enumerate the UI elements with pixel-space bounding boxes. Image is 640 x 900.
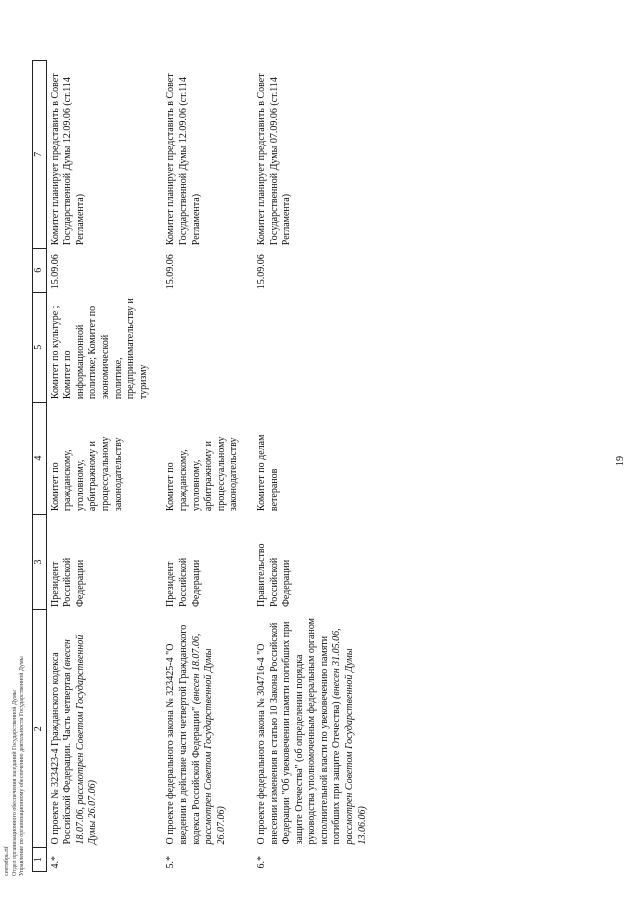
- remark: Комитет планирует представить в Совет Государственной Думы 07.09.06 (ст.114 Регламента): [255, 73, 293, 246]
- responsible-committee: Комитет по делам ветеранов: [255, 434, 280, 512]
- bill-note: (внесен 31.05.06, рассмотрен Советом Государственной Думы 13.06.06): [331, 628, 368, 845]
- row-number: 6.*: [255, 856, 267, 869]
- bill-title-text: О проекте федерального закона № 323425-4 "О введении в действие части четвертой Гражданского кодекса Российской Федерации": [165, 624, 202, 845]
- footer-department: Отдел организационного обеспечения заседаний Государственной Думы: [11, 690, 18, 876]
- footer-filename: сентябрь.rtf: [4, 846, 10, 876]
- col-header-4: 4: [33, 402, 47, 514]
- initiator: Президент Российской Федерации: [165, 557, 202, 607]
- footer: [4, 656, 27, 876]
- table-row: [162, 61, 253, 872]
- bill-title: [253, 610, 381, 848]
- co-executors: [253, 292, 381, 402]
- co-executors: Комитет по культуре ; Комитет по информационной политике; Комитет по экономической политике, предпринимательству и туризму: [49, 298, 149, 400]
- col-header-2: 2: [33, 610, 47, 848]
- remark: Комитет планирует представить в Совет Государственной Думы 12.09.06 (ст.114 Регламента): [49, 73, 86, 246]
- col-header-7: 7: [33, 61, 47, 249]
- deadline-date: 15.09.06: [255, 254, 267, 290]
- initiator: Правительство Российской Федерации: [255, 543, 293, 607]
- bill-title-text: О проекте федерального закона № 304716-4 "О внесении изменения в статью 10 Закона Российской Федерации "Об увековечении памяти погибших при защите Отечества" (об определении порядка руководства уполномоченным федеральным органом исполнительной власти по увековечению памяти погибших при защите Отечества): [255, 618, 343, 845]
- deadline-date: 15.09.06: [165, 254, 177, 290]
- bill-title-text: О проекте № 323423-4 Гражданского кодекса Российской Федерации. Часть четвертая: [49, 652, 74, 845]
- page-number: 19: [615, 456, 626, 466]
- responsible-committee: Комитет по гражданскому, уголовному, арбитражному и процессуальному законодательству: [49, 436, 124, 512]
- bill-note: (внесен 18.07.06, рассмотрен Советом Государственной Думы 26.07.06): [190, 633, 227, 845]
- co-executors: [162, 292, 253, 402]
- initiator: Президент Российской Федерации: [49, 557, 86, 607]
- footer-directorate: Управление по организационному обеспечению деятельности Государственной Думы: [19, 656, 25, 876]
- remark: Комитет планирует представить в Совет Государственной Думы 12.09.06 (ст.114 Регламента): [165, 73, 202, 246]
- bill-title: [46, 610, 162, 848]
- col-header-6: 6: [33, 248, 47, 292]
- col-header-5: 5: [33, 292, 47, 402]
- row-number: 4.*: [49, 856, 61, 869]
- bill-title: [162, 610, 253, 848]
- bill-note: (внесен 18.07.06, рассмотрен Советом Государственной Думы 26.07.06): [62, 634, 99, 845]
- row-number: 5.*: [165, 856, 177, 869]
- col-header-3: 3: [33, 514, 47, 610]
- responsible-committee: Комитет по гражданскому, уголовному, арбитражному и процессуальному законодательству: [165, 436, 240, 512]
- bills-table: [32, 60, 381, 872]
- deadline-date: 15.09.06: [49, 254, 61, 290]
- col-header-1: 1: [33, 848, 47, 872]
- table-row: [46, 61, 162, 872]
- column-number-row: [33, 61, 47, 872]
- table-row: [253, 61, 381, 872]
